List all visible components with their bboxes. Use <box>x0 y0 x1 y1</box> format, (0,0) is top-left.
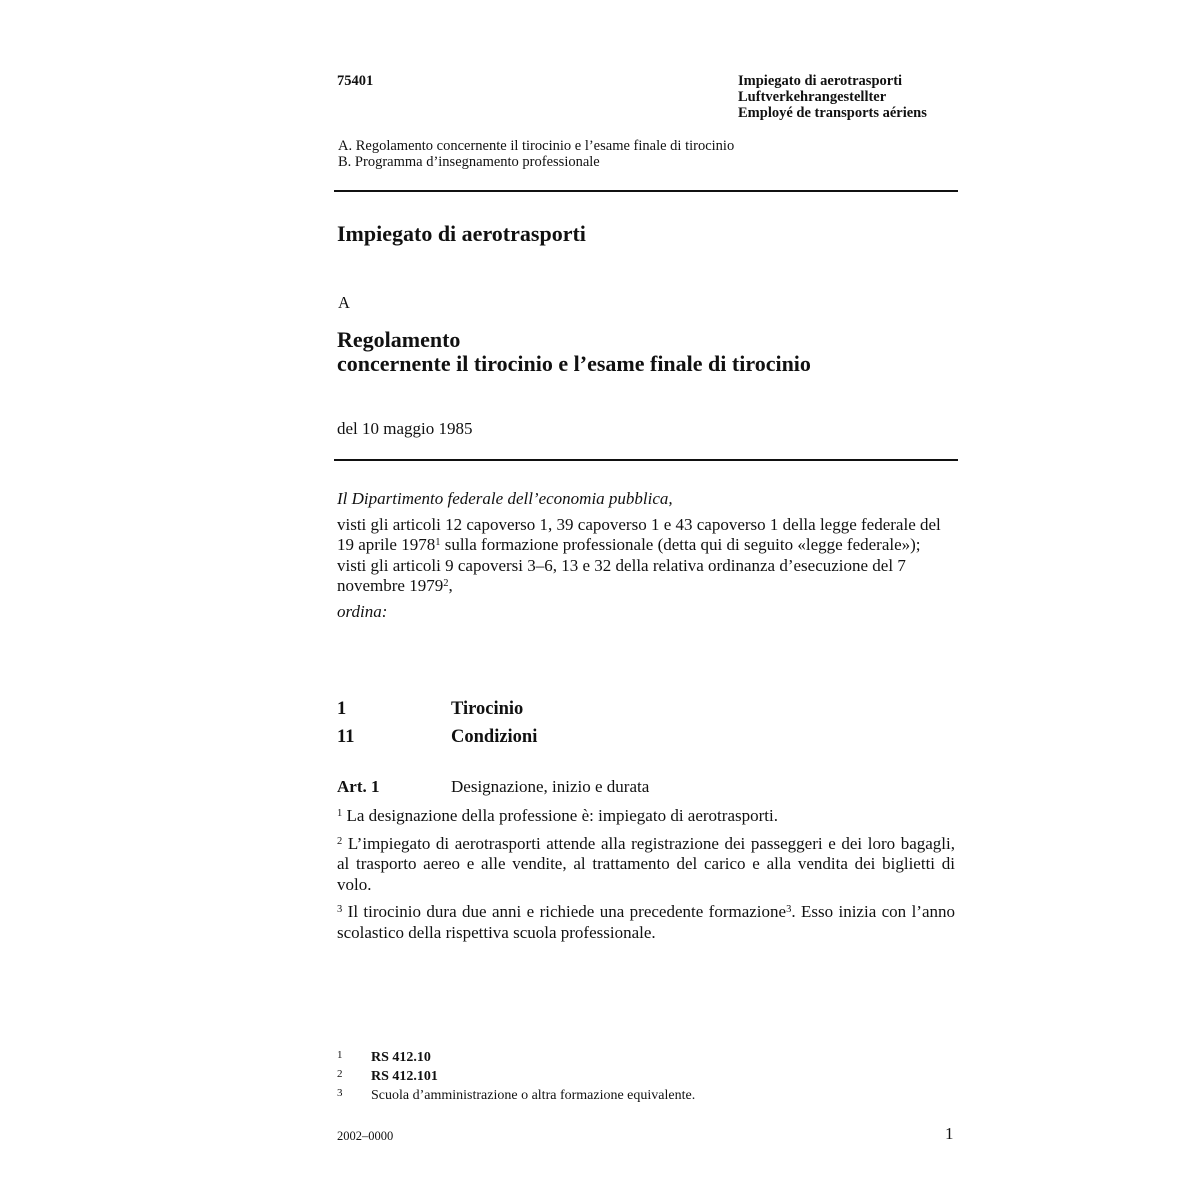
section-title: Tirocinio <box>451 699 524 719</box>
article-body <box>337 806 955 950</box>
footnote-ref-2: 2 <box>443 578 449 589</box>
paragraph-text-end: . Esso inizia con l’anno scolastico della rispettiva scuola professionale. <box>337 902 956 942</box>
article-label: Art. 1 <box>337 777 380 796</box>
footnote-text: RS 412.101 <box>371 1069 438 1084</box>
paragraph-text: L’impiegato di aerotrasporti attende alla registrazione dei passeggeri e dei loro bagagli, al trasporto aereo e alle vendite, al trattamento del carico e alla vendita dei biglietti di volo. <box>337 833 956 894</box>
regulation-title <box>337 328 811 376</box>
footnote-ref-1: 1 <box>435 537 441 548</box>
regulation-title-line1: Regolamento <box>337 327 461 352</box>
regulation-date: del 10 maggio 1985 <box>337 419 473 438</box>
article-paragraph-3 <box>337 902 955 943</box>
middle-divider <box>334 459 958 461</box>
part-letter: A <box>338 293 350 312</box>
footnote-3 <box>337 1085 695 1104</box>
regulation-title-line2: concernente il tirocinio e l’esame finale di tirocinio <box>337 351 811 376</box>
article-paragraph-2 <box>337 834 955 896</box>
header-title-fr: Employé de transports aériens <box>738 105 927 121</box>
footnote-mark: 2 <box>337 1068 343 1080</box>
header-title-de: Luftverkehrangestellter <box>738 89 887 105</box>
section-title: Condizioni <box>451 727 538 747</box>
article-heading <box>337 777 649 797</box>
footnote-ref-3: 3 <box>786 904 792 915</box>
contents-item-a: A. Regolamento concernente il tirocinio e l’esame finale di tirocinio <box>338 138 735 154</box>
section-heading-11 <box>337 727 537 748</box>
preamble-basis-1-text: visti gli articoli 12 capoverso 1, 39 capoverso 1 e 43 capoverso 1 della legge federale del 19 aprile 1978 <box>337 514 941 554</box>
preamble-basis-2-text: visti gli articoli 9 capoversi 3–6, 13 e 32 della relativa ordinanza d’esecuzione del 7 novembre 1979 <box>337 555 906 595</box>
contents-list <box>338 139 734 170</box>
document-number: 75401 <box>337 73 374 89</box>
paragraph-number: 1 <box>337 808 343 819</box>
section-number: 11 <box>337 727 355 747</box>
footer-code: 2002–0000 <box>337 1129 394 1143</box>
preamble-basis-2-text-end: , <box>448 576 453 595</box>
preamble-basis-1 <box>337 515 957 556</box>
page-number: 1 <box>945 1124 954 1143</box>
paragraph-text: La designazione della professione è: impiegato di aerotrasporti. <box>346 806 778 825</box>
preamble-basis-1-text-end: sulla formazione professionale (detta qui di seguito «legge federale»); <box>440 535 921 554</box>
footnote-text: RS 412.10 <box>371 1050 431 1065</box>
preamble-orders: ordina: <box>337 601 388 621</box>
contents-item-b: B. Programma d’insegnamento professionale <box>338 153 600 170</box>
preamble-basis-2 <box>337 556 957 597</box>
footnote-mark: 3 <box>337 1087 343 1099</box>
main-title: Impiegato di aerotrasporti <box>337 221 586 246</box>
preamble <box>337 489 957 622</box>
footnote-1 <box>337 1047 695 1066</box>
article-paragraph-1 <box>337 806 955 827</box>
header-title-it: Impiegato di aerotrasporti <box>738 73 903 89</box>
preamble-issuer: Il Dipartimento federale dell’economia pubblica, <box>337 489 673 508</box>
section-number: 1 <box>337 699 347 719</box>
top-divider <box>334 190 958 192</box>
paragraph-number: 2 <box>337 835 343 847</box>
paragraph-number: 3 <box>337 904 343 915</box>
paragraph-text: Il tirocinio dura due anni e richiede una precedente formazione <box>347 902 787 921</box>
header-titles <box>738 73 927 121</box>
footnotes <box>337 1047 695 1104</box>
section-heading-1 <box>337 699 523 720</box>
article-title: Designazione, inizio e durata <box>451 777 650 796</box>
footnote-2 <box>337 1066 695 1085</box>
footnote-mark: 1 <box>337 1049 343 1061</box>
footnote-text: Scuola d’amministrazione o altra formazione equivalente. <box>371 1088 696 1103</box>
